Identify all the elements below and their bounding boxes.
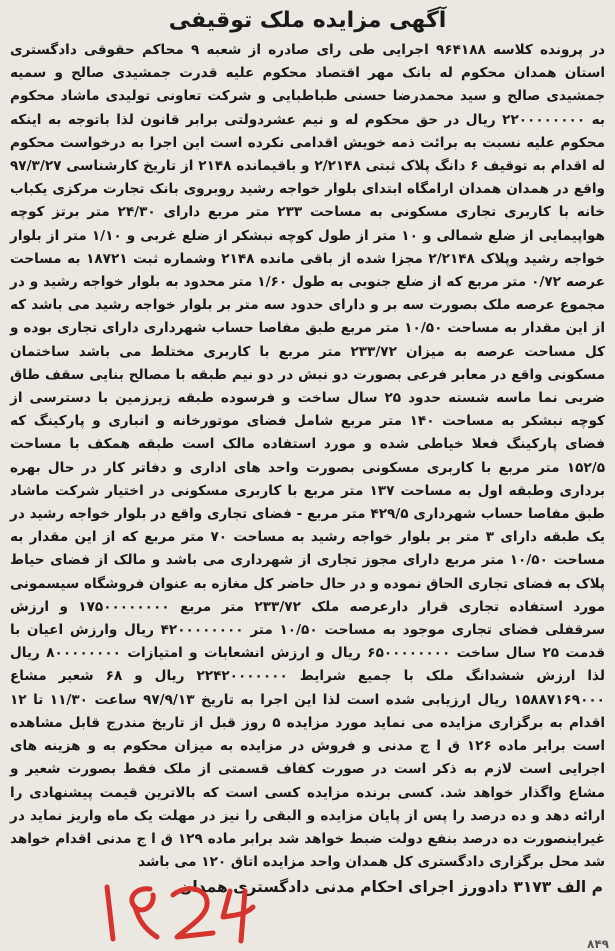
- notice-body: [8, 39, 607, 874]
- notice-signature: م الف ۳۱۷۳ دادورز اجرای احکام مدنی دادگستری همدان: [179, 878, 603, 897]
- notice-paragraph: در پرونده کلاسه ۹۶۴۱۸۸ اجرایی طی رای صادره از شعبه ۹ محاکم حقوقی دادگستری استان همدان محکوم له بانک مهر اقتصاد محکوم علیه قدرت جمشیدی صالح و سمیه جمشیدی صالح و سید محمدرضا حسنی طباطبایی و شرکت تعاونی تولیدی ماشاد محکوم به ۲۲۰۰۰۰۰۰۰۰ ریال در حق محکوم له و نیم عشردولتی برابر قانون لذا باتوجه به اینکه محکوم علیه نسبت به برائت ذمه خویش اقدامی نکرده است این اجرا به درخواست محکوم له اقدام به توقیف ۶ دانگ پلاک ثبتی ۲/۲۱۴۸ و باقیمانده ۲۱۴۸ از تاریخ کارشناسی ۹۷/۳/۲۷ واقع در همدان همدان ارامگاه ابتدای بلوار خواجه رشید روبروی بانک تجارت مرکزی یکباب خانه با کاربری تجاری مسکونی به مساحت ۲۳۳ متر مربع دارای ۲۴/۳۰ متر برتز کوچه هواپیمایی از ضلع شمالی و ۱۰ متر از طول کوچه نبشکر از ضلع غربی و ۱/۱۰ متر از بلوار خواجه رشید وپلاک ۲/۲۱۴۸ مجزا شده از باقی مانده ۲۱۴۸ وشماره ثبت ۱۸۷۲۱ به مساحت عرصه ۰/۷۲ متر مربع که از ضلع جنوبی به طول ۱/۶۰ متر محدود به بلوار خواجه رشید و در مجموع عرصه ملک بصورت سه بر و دارای حدود سه متر بر بلوار خواجه رشید می باشد که از این مقدار به مساحت ۱۰/۵۰ متر مربع طبق مفاصا حساب شهرداری دارای تجاری بوده و کل مساحت عرصه به میزان ۲۳۳/۷۲ متر مربع با کاربری مختلط می باشد ساختمان مسکونی واقع در معابر فرعی بصورت دو نبش در دو نیم طبقه با مصالح بنایی سقف طاق ضربی نما ماسه شسته حدود ۲۵ سال ساخت و فرسوده طبقه زیرزمین با دسترسی از کوچه نبشکر به مساحت ۱۴۰ متر مربع شامل فضای موتورخانه و انباری و پارکینگ که فضای پارکینگ فعلا خیاطی شده و مورد استفاده مالک است طبقه همکف با مساحت ۱۵۲/۵ متر مربع با کاربری مسکونی بصورت واحد های اداری و دفاتر کار در حال بهره برداری وطبقه اول به مساحت ۱۳۷ متر مربع با کاربری مسکونی در اختیار شرکت ماشاد طبق مفاصا حساب شهرداری ۴۲۹/۵ متر مربع - فضای تجاری واقع در بلوار خواجه رشید در یک طبقه دارای ۳ متر بر بلوار خواجه رشید به مساحت ۷۰ متر مربع که از این مقدار به مساحت ۱۰/۵۰ متر مربع دارای مجوز تجاری از شهرداری می باشد و مالک از فضای حیاط پلاک به فضای تجاری الحاق نموده و در حال حاضر کل مغازه به عنوان فروشگاه سیسمونی مورد استفاده تجاری قرار دارعرصه ملک ۲۳۳/۷۲ متر مربع ۱۷۵۰۰۰۰۰۰۰۰ و ارزش سرقفلی فضای تجاری موجود به مساحت ۱۰/۵۰ متر ۴۲۰۰۰۰۰۰۰۰ ریال وارزش اعیان با قدمت ۲۵ سال ساخت ۶۵۰۰۰۰۰۰۰۰ ریال و ارزش انشعابات و امتیازات ۸۰۰۰۰۰۰۰۰ ریال لذا ارزش ششدانگ ملک با جمیع شرایط ۲۲۴۲۰۰۰۰۰۰۰ ریال و ۶۸ شعیر مشاع ۱۵۸۸۷۱۶۹۰۰۰ ریال ارزیابی شده است لذا این اجرا به تاریخ ۹۷/۹/۱۳ ساعت ۱۱/۳۰ تا ۱۲ اقدام به برگزاری مزایده می نماید مورد مزایده ۵ روز قبل از تاریخ مندرج قابل مشاهده است برابر ماده ۱۲۶ ق ا ج مدنی و فروش در مزایده به میزان محکوم به و هزینه های اجرایی است لازم به ذکر است در صورت کفاف قسمتی از ملک فقط بصورت شعیر و مشاع واگذار خواهد شد. کسی برنده مزایده کسی است که بالاترین قیمت پیشنهادی را ارائه دهد و ده درصد را پس از پایان مزایده و البقی را نیز در مهلت یک ماه واریز نماید در غیراینصورت ده درصد بنفع دولت ضبط خواهد شد برابر ماده ۱۲۹ ق ا ج مدنی اقدام خواهد شد محل برگزاری دادگستری کل همدان واحد مزایده اتاق ۱۲۰ می باشد: [10, 42, 606, 871]
- notice-title: آگهی مزایده ملک توقیفی: [168, 8, 447, 33]
- handwritten-number-stamp-icon: [95, 877, 285, 947]
- page-corner-number: ۸۴۹: [587, 937, 609, 951]
